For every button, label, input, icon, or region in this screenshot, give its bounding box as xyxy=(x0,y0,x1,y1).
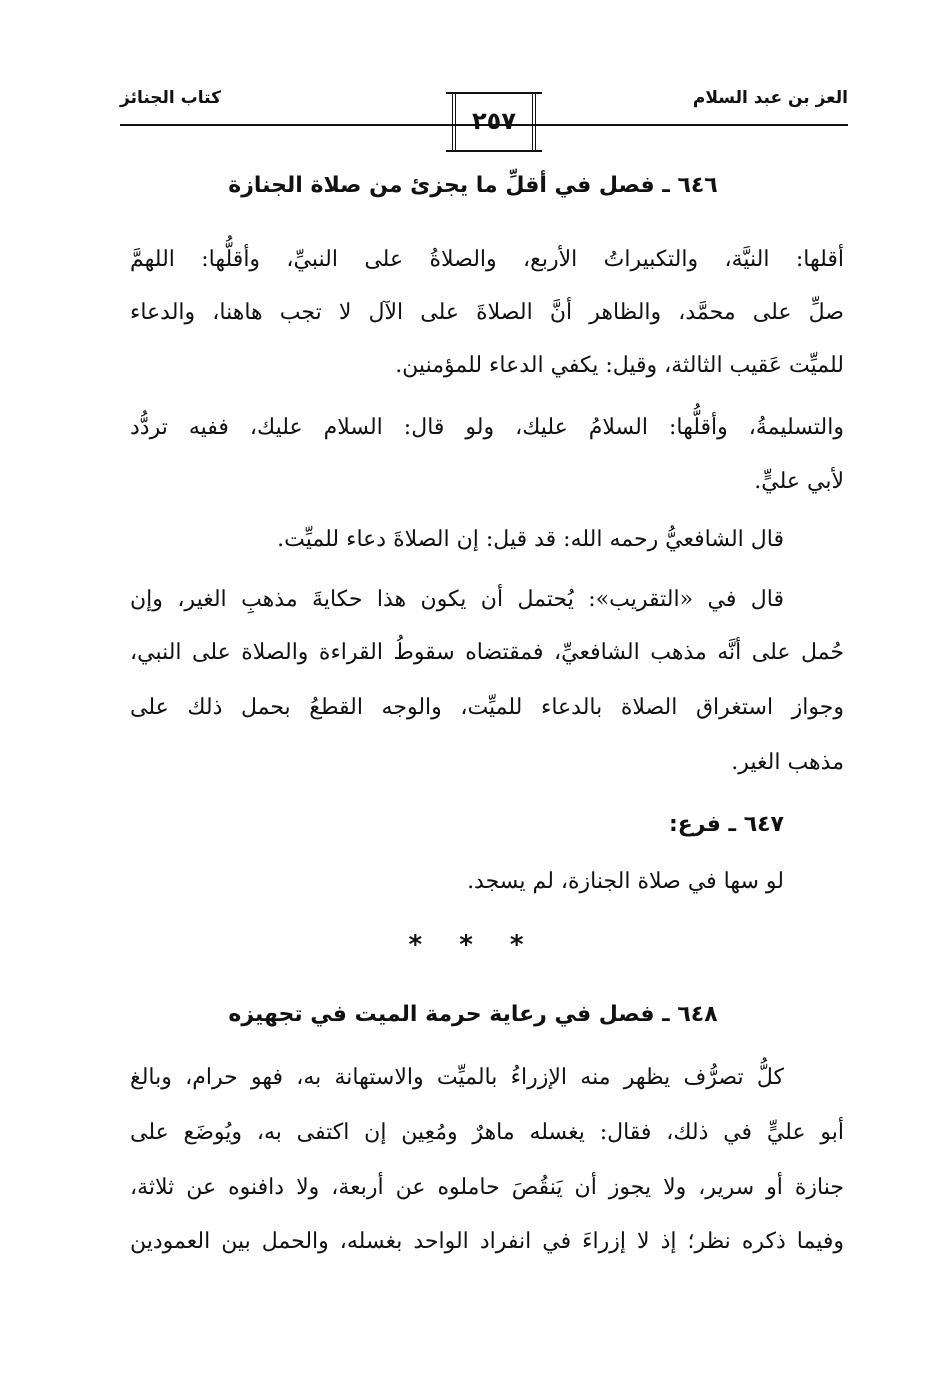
paragraph-line: حُمل على أنَّه مذهب الشافعيِّ، فمقتضاه سقوطُ القراءة والصلاة على النبي، xyxy=(130,640,844,665)
paragraph-line: والتسليمةُ، وأقلُّها: السلامُ عليك، ولو قال: السلام عليك، ففيه تردُّد xyxy=(130,415,844,440)
page-number-bottom-bar xyxy=(446,150,542,152)
page-number-frame xyxy=(452,94,536,150)
paragraph-line: مذهب الغير. xyxy=(731,750,844,775)
paragraph-line: وجواز استغراق الصلاة بالدعاء للميِّت، والوجه القطعُ بحمل ذلك على xyxy=(130,695,844,720)
paragraph-line: أقلها: النيَّة، والتكبيراتُ الأربع، والصلاةُ على النبيِّ، وأقلُّها: اللهمَّ xyxy=(130,247,844,272)
page-number: ٢٥٧ xyxy=(472,107,516,135)
section-separator: * * * xyxy=(408,930,538,960)
paragraph-line: جنازة أو سرير، ولا يجوز أن يَنقُصَ حاملوه عن أربعة، ولا دافنوه عن ثلاثة، xyxy=(130,1175,844,1200)
paragraph-line: أبو عليٍّ في ذلك، فقال: يغسله ماهرٌ ومُعِين إن اكتفى به، ويُوضَع على xyxy=(130,1120,844,1145)
page-number-top-bar xyxy=(446,92,542,94)
paragraph-line: لو سها في صلاة الجنازة، لم يسجد. xyxy=(467,869,784,894)
paragraph-line: صلِّ على محمَّد، والظاهر أنَّ الصلاةَ على الآل لا تجب هاهنا، والدعاء xyxy=(130,300,844,325)
paragraph-line: لأبي عليٍّ. xyxy=(754,469,844,494)
header-section-title: كتاب الجنائز xyxy=(120,88,221,108)
paragraph-line: قال الشافعيُّ رحمه الله: قد قيل: إن الصلاةَ دعاء للميِّت. xyxy=(277,527,784,552)
header-author: العز بن عبد السلام xyxy=(692,88,848,108)
paragraph-line: كلُّ تصرُّف يظهر منه الإزراءُ بالميِّت والاستهانة به، فهو حرام، وبالغ xyxy=(130,1065,784,1090)
section-648-heading: ٦٤٨ ـ فصل في رعاية حرمة الميت في تجهيزه xyxy=(228,1002,718,1027)
section-647-heading: ٦٤٧ ـ فرع: xyxy=(668,812,784,837)
paragraph-line: وفيما ذكره نظر؛ إذ لا إزراءَ في انفراد الواحد بغسله، والحمل بين العمودين xyxy=(130,1229,844,1254)
paragraph-line: قال في «التقريب»: يُحتمل أن يكون هذا حكايةَ مذهبِ الغير، وإن xyxy=(130,587,784,612)
paragraph-line: للميِّت عَقيب الثالثة، وقيل: يكفي الدعاء للمؤمنين. xyxy=(395,353,844,378)
section-646-heading: ٦٤٦ ـ فصل في أقلِّ ما يجزئ من صلاة الجنازة xyxy=(228,173,718,198)
